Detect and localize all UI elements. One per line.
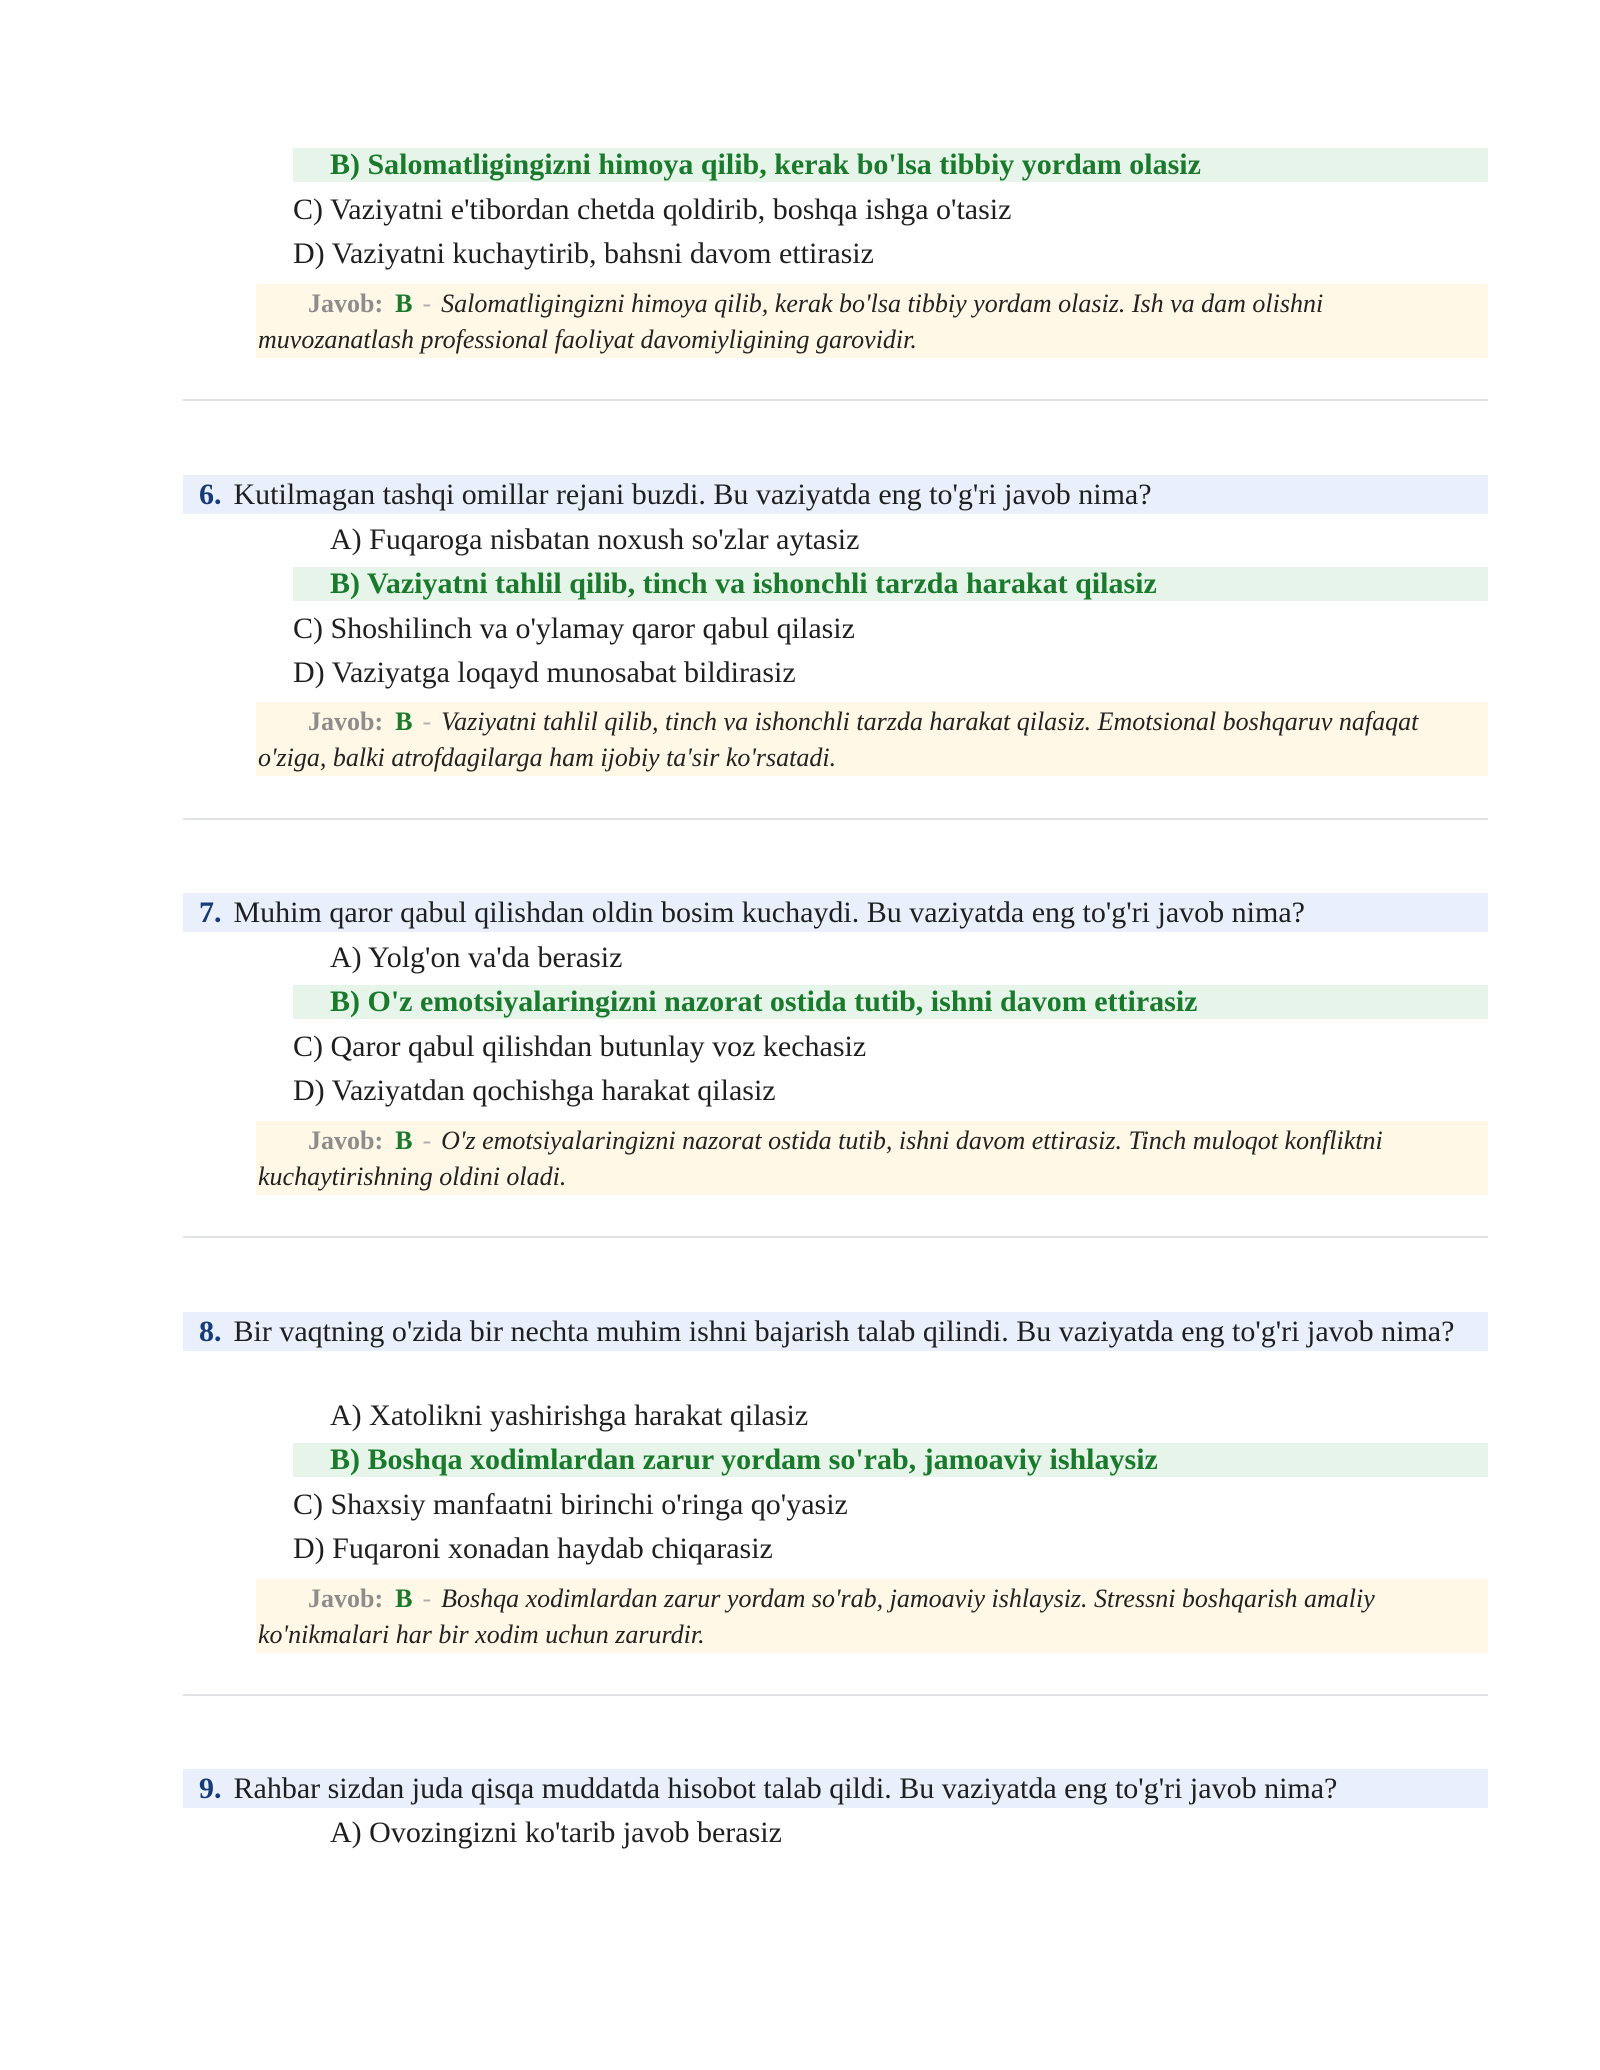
option-d: D) Vaziyatga loqayd munosabat bildirasiz xyxy=(293,656,796,689)
answer-label: Javob: xyxy=(308,1584,384,1613)
option-a: A) Ovozingizni ko'tarib javob berasiz xyxy=(330,1816,782,1849)
option-d: D) Fuqaroni xonadan haydab chiqarasiz xyxy=(293,1532,773,1565)
option-d: D) Vaziyatdan qochishga harakat qilasiz xyxy=(293,1074,776,1107)
answer-box xyxy=(256,284,1488,358)
correct-option: B) Boshqa xodimlardan zarur yordam so'rab, jamoaviy ishlaysiz xyxy=(293,1443,1488,1477)
option-c: C) Shoshilinch va o'ylamay qaror qabul qilasiz xyxy=(293,612,855,645)
correct-option: B) Salomatligingizni himoya qilib, kerak bo'lsa tibbiy yordam olasiz xyxy=(293,148,1488,182)
answer-label: Javob: xyxy=(308,707,384,736)
answer-letter: B xyxy=(395,707,413,736)
option-a: A) Xatolikni yashirishga harakat qilasiz xyxy=(330,1399,809,1432)
question-7 xyxy=(183,893,1488,932)
option-c: C) Vaziyatni e'tibordan chetda qoldirib, boshqa ishga o'tasiz xyxy=(293,193,1012,226)
answer-letter: B xyxy=(395,289,413,318)
question-text: Muhim qaror qabul qilishdan oldin bosim kuchaydi. Bu vaziyatda eng to'g'ri javob nima? xyxy=(233,896,1305,929)
question-number: 6. xyxy=(199,478,222,511)
answer-dash: - xyxy=(422,289,432,318)
option-c: C) Shaxsiy manfaatni birinchi o'ringa qo'yasiz xyxy=(293,1488,848,1521)
answer-dash: - xyxy=(422,707,432,736)
answer-box xyxy=(256,702,1488,776)
correct-option: B) O'z emotsiyalaringizni nazorat ostida tutib, ishni davom ettirasiz xyxy=(293,985,1488,1019)
answer-label: Javob: xyxy=(308,1126,384,1155)
answer-letter: B xyxy=(395,1584,413,1613)
question-text: Bir vaqtning o'zida bir nechta muhim ishni bajarish talab qilindi. Bu vaziyatda eng to'g'ri javob nima? xyxy=(233,1315,1455,1348)
answer-text: Salomatligingizni himoya qilib, kerak bo'lsa tibbiy yordam olasiz. Ish va dam olishni muvozanatlash professional faoliyat davomiyligining garovidir. xyxy=(258,289,1324,354)
question-text: Rahbar sizdan juda qisqa muddatda hisobot talab qildi. Bu vaziyatda eng to'g'ri javob nima? xyxy=(233,1772,1338,1805)
question-number: 7. xyxy=(199,896,222,929)
divider xyxy=(183,1694,1488,1696)
answer-letter: B xyxy=(395,1126,413,1155)
question-number: 8. xyxy=(199,1315,222,1348)
question-8 xyxy=(183,1312,1488,1351)
answer-text: Boshqa xodimlardan zarur yordam so'rab, jamoaviy ishlaysiz. Stressni boshqarish amaliy ko'nikmalari har bir xodim uchun zarurdir. xyxy=(258,1584,1375,1649)
answer-text: Vaziyatni tahlil qilib, tinch va ishonchli tarzda harakat qilasiz. Emotsional boshqaruv nafaqat o'ziga, balki atrofdagilarga ham ijobiy ta'sir ko'rsatadi. xyxy=(258,707,1419,772)
question-number: 9. xyxy=(199,1772,222,1805)
answer-text: O'z emotsiyalaringizni nazorat ostida tutib, ishni davom ettirasiz. Tinch muloqot konfliktni kuchaytirishning oldini oladi. xyxy=(258,1126,1383,1191)
divider xyxy=(183,1236,1488,1238)
answer-label: Javob: xyxy=(308,289,384,318)
divider xyxy=(183,399,1488,401)
answer-dash: - xyxy=(422,1126,432,1155)
option-d: D) Vaziyatni kuchaytirib, bahsni davom ettirasiz xyxy=(293,237,874,270)
question-text: Kutilmagan tashqi omillar rejani buzdi. Bu vaziyatda eng to'g'ri javob nima? xyxy=(233,478,1152,511)
answer-box xyxy=(256,1121,1488,1195)
correct-option: B) Vaziyatni tahlil qilib, tinch va ishonchli tarzda harakat qilasiz xyxy=(293,567,1488,601)
option-c: C) Qaror qabul qilishdan butunlay voz kechasiz xyxy=(293,1030,867,1063)
question-9 xyxy=(183,1769,1488,1808)
option-a: A) Fuqaroga nisbatan noxush so'zlar aytasiz xyxy=(330,523,860,556)
answer-dash: - xyxy=(422,1584,432,1613)
option-a: A) Yolg'on va'da berasiz xyxy=(330,941,623,974)
question-6 xyxy=(183,475,1488,514)
divider xyxy=(183,818,1488,820)
answer-box xyxy=(256,1579,1488,1653)
